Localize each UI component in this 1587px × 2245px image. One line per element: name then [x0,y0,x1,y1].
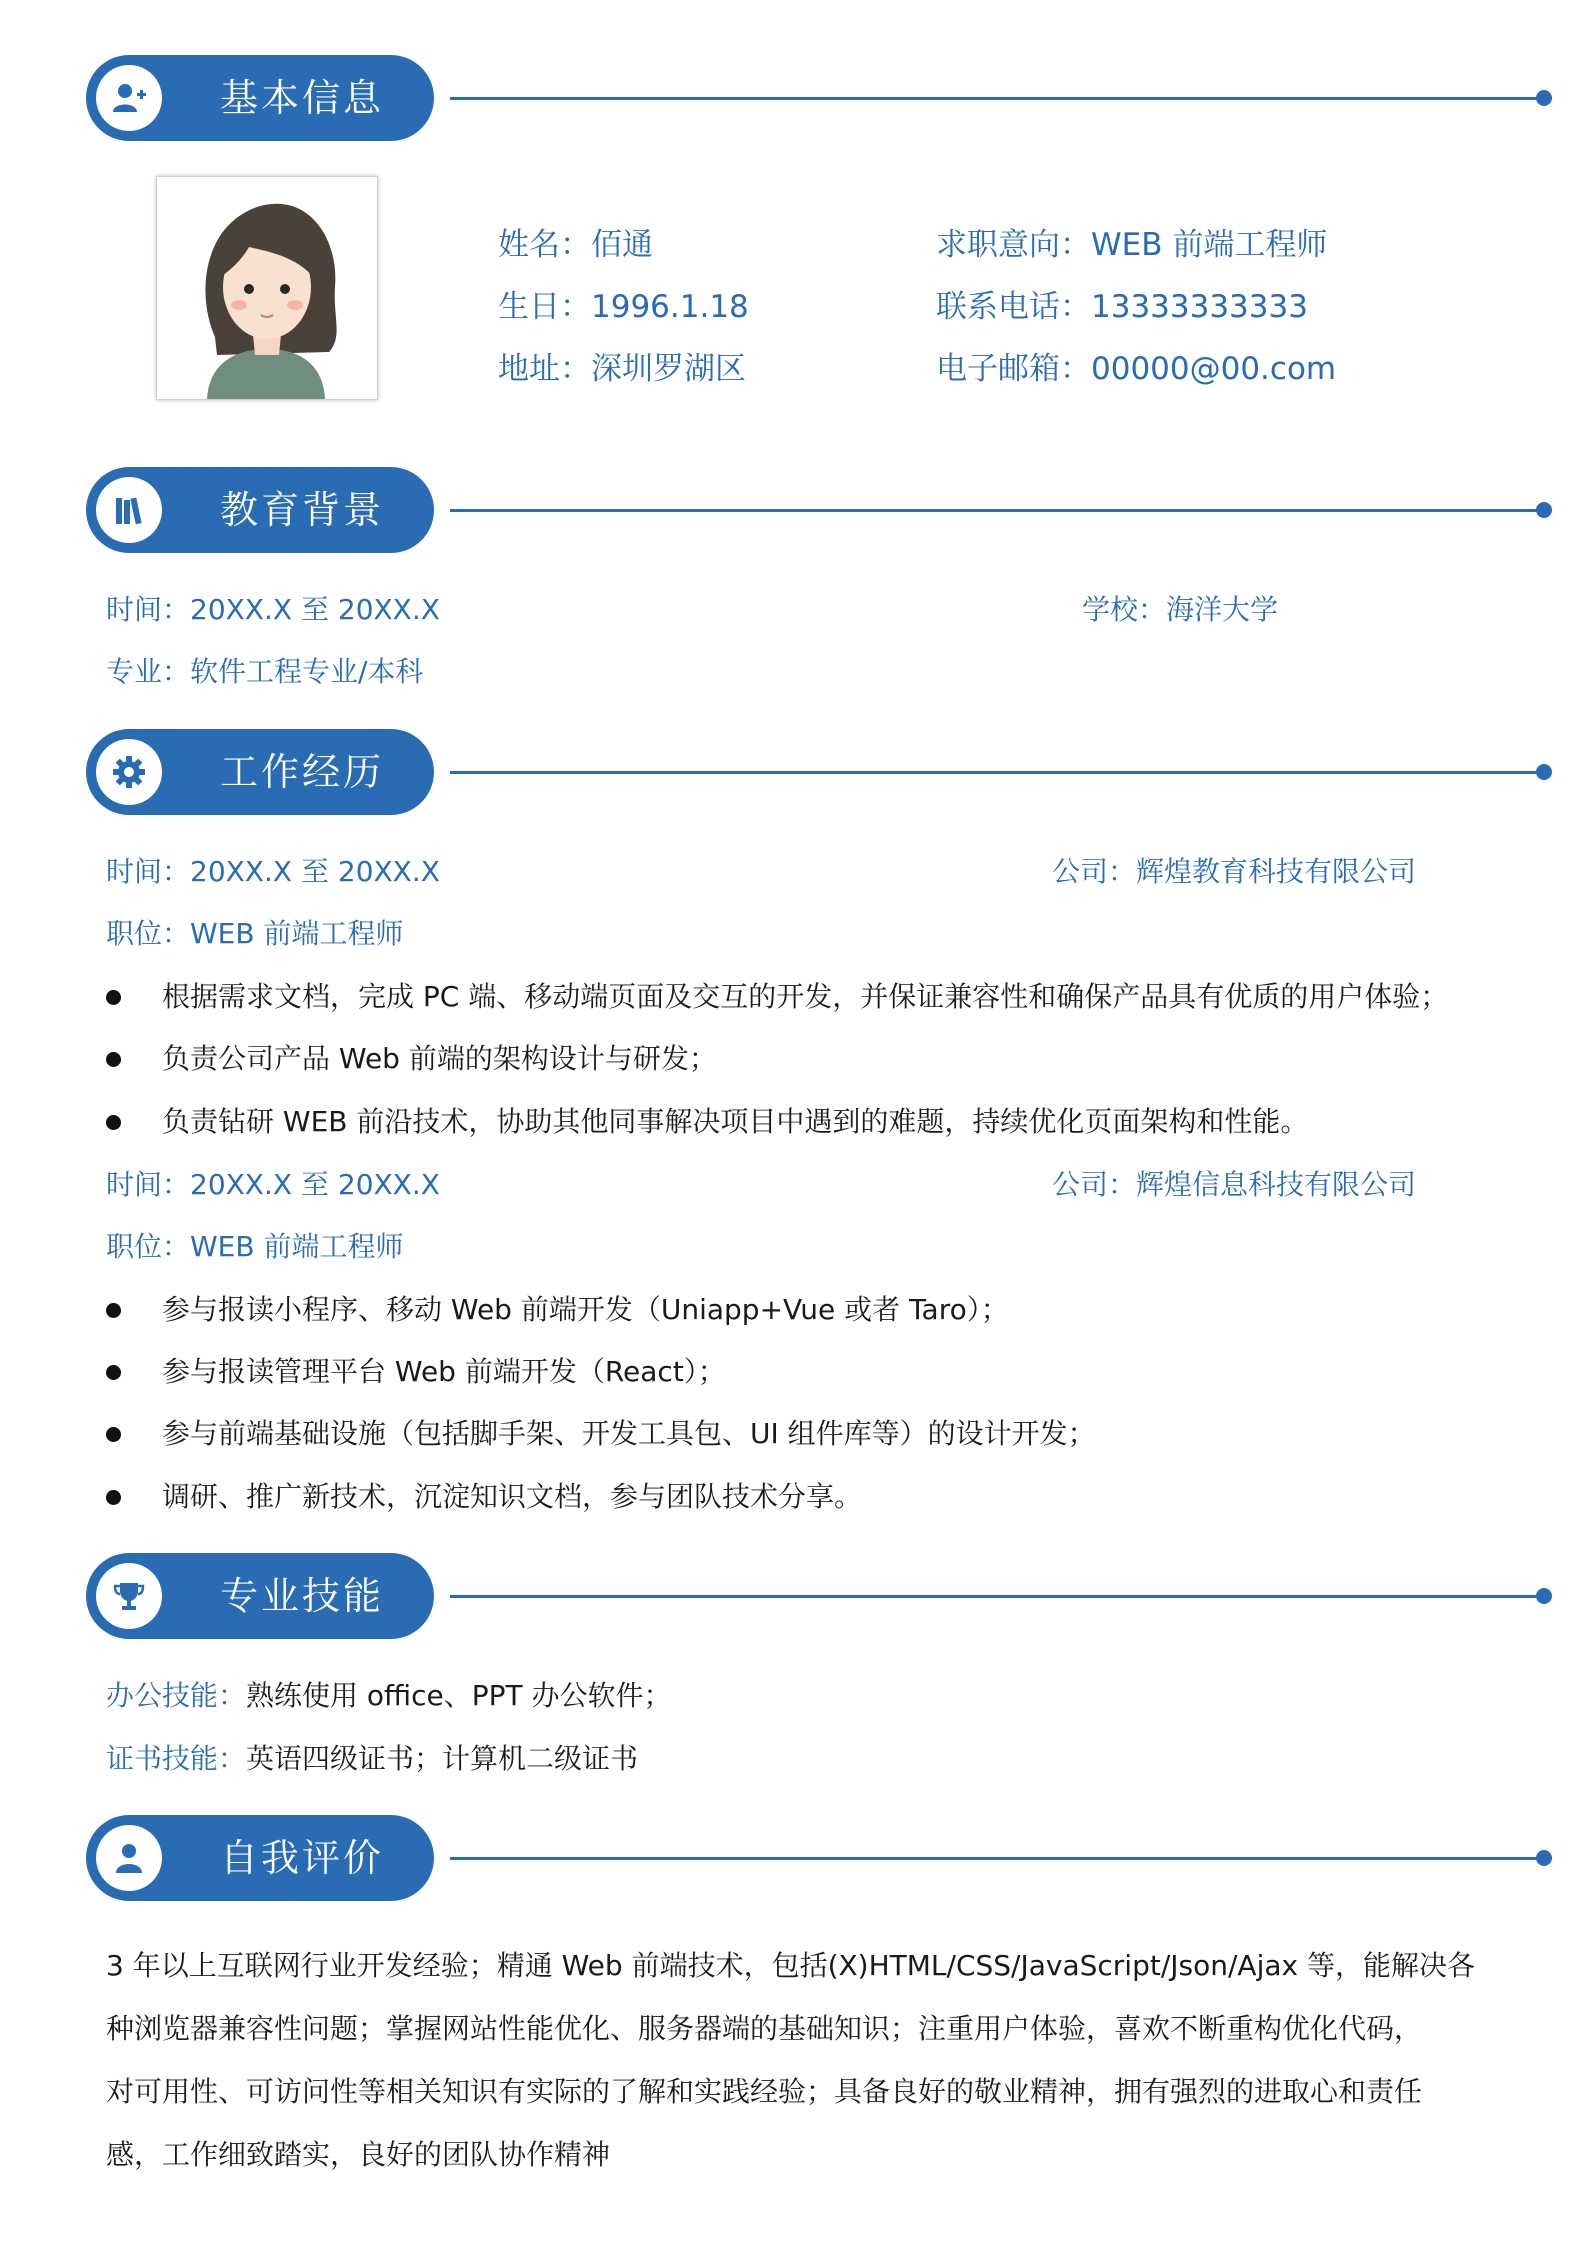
rule-end-dot [1536,1850,1552,1866]
icon-circle [96,1825,162,1891]
section-title: 工作经历 [220,750,385,794]
field-value: WEB 前端工程师 [1091,227,1328,263]
self-evaluation-text [106,1934,1506,2186]
education-major: 专业：软件工程专业/本科 [106,655,424,688]
list-item-text: 参与报读管理平台 Web 前端开发（React）； [162,1355,726,1388]
section-pill [86,1815,434,1901]
section-rule [450,509,1540,512]
person-icon [111,1840,147,1876]
bullet-dot [106,1490,121,1505]
birthday-field [498,286,749,328]
section-rule [450,771,1540,774]
field-label: 联系电话： [936,289,1091,325]
icon-circle [96,739,162,805]
skill-certificates [106,1739,638,1779]
field-label: 电子邮箱： [936,351,1091,387]
job-company: 公司：辉煌教育科技有限公司 [1052,855,1417,888]
avatar-illustration [157,177,377,399]
list-item-text: 参与前端基础设施（包括脚手架、开发工具包、UI 组件库等）的设计开发； [162,1417,1096,1450]
icon-circle [96,65,162,131]
section-rule [450,1857,1540,1860]
field-label: 地址： [498,351,591,387]
paragraph-line: 对可用性、可访问性等相关知识有实际的了解和实践经验；具备良好的敬业精神，拥有强烈的进取心和责任 [106,2075,1423,2108]
section-pill [86,729,434,815]
section-title: 教育背景 [220,488,385,532]
education-time: 时间：20XX.X 至 20XX.X [106,593,440,626]
section-pill [86,55,434,141]
field-label: 生日： [498,289,591,325]
skill-value: 英语四级证书；计算机二级证书 [246,1742,639,1775]
bullet-dot [106,1115,121,1130]
paragraph-line: 种浏览器兼容性问题；掌握网站性能优化、服务器端的基础知识；注重用户体验，喜欢不断重构优化代码， [106,2012,1423,2045]
skill-label: 办公技能： [106,1679,247,1712]
education-header [86,467,1552,553]
field-value: 深圳罗湖区 [591,351,746,387]
field-value: 佰通 [591,227,653,263]
bullet-dot [106,1365,121,1380]
list-item-text: 负责钻研 WEB 前沿技术，协助其他同事解决项目中遇到的难题，持续优化页面架构和性能。 [162,1105,1309,1138]
paragraph-line: 感，工作细致踏实，良好的团队协作精神 [106,2138,611,2171]
field-value: 00000@00.com [1091,351,1337,387]
job-time: 时间：20XX.X 至 20XX.X [106,1168,440,1201]
rule-end-dot [1536,502,1552,518]
section-title: 专业技能 [220,1574,385,1618]
avatar [156,176,378,400]
job-company: 公司：辉煌信息科技有限公司 [1052,1168,1417,1201]
skill-label: 证书技能： [106,1742,247,1775]
job-time: 时间：20XX.X 至 20XX.X [106,855,440,888]
address-field [498,348,746,390]
skills-header [86,1553,1552,1639]
paragraph-line: 3 年以上互联网行业开发经验；精通 Web 前端技术，包括(X)HTML/CSS/JavaScript/Json/Ajax 等，能解决各 [106,1949,1475,1982]
self-evaluation-header [86,1815,1552,1901]
phone-field [936,286,1308,328]
email-field [936,348,1336,390]
rule-end-dot [1536,764,1552,780]
job-position: 职位：WEB 前端工程师 [106,1230,404,1263]
education-school: 学校：海洋大学 [1082,593,1279,626]
job-position: 职位：WEB 前端工程师 [106,917,404,950]
field-label: 姓名： [498,227,591,263]
icon-circle [96,1563,162,1629]
gear-icon [111,754,147,790]
field-value: 1996.1.18 [591,289,749,325]
books-icon [111,492,147,528]
work-header [86,729,1552,815]
name-field [498,224,653,266]
skill-office [106,1676,672,1716]
section-pill [86,467,434,553]
list-item-text: 调研、推广新技术，沉淀知识文档，参与团队技术分享。 [162,1480,863,1513]
add-user-icon [111,80,147,116]
list-item-text: 负责公司产品 Web 前端的架构设计与研发； [162,1042,717,1075]
field-value: 13333333333 [1091,289,1308,325]
bullet-dot [106,1052,121,1067]
trophy-icon [111,1578,147,1614]
section-rule [450,1595,1540,1598]
job-intention-field [936,224,1327,266]
icon-circle [96,477,162,543]
section-title: 基本信息 [220,76,385,120]
skill-value: 熟练使用 office、PPT 办公软件； [246,1679,672,1712]
section-pill [86,1553,434,1639]
list-item-text: 根据需求文档，完成 PC 端、移动端页面及交互的开发，并保证兼容性和确保产品具有优质的用户体验； [162,980,1449,1013]
bullet-dot [106,1427,121,1442]
list-item-text: 参与报读小程序、移动 Web 前端开发（Uniapp+Vue 或者 Taro）； [162,1293,1009,1326]
basic-info-header [86,55,1552,141]
field-label: 求职意向： [936,227,1091,263]
bullet-dot [106,1303,121,1318]
section-title: 自我评价 [220,1836,385,1880]
rule-end-dot [1536,1588,1552,1604]
section-rule [450,97,1540,100]
bullet-dot [106,990,121,1005]
rule-end-dot [1536,90,1552,106]
